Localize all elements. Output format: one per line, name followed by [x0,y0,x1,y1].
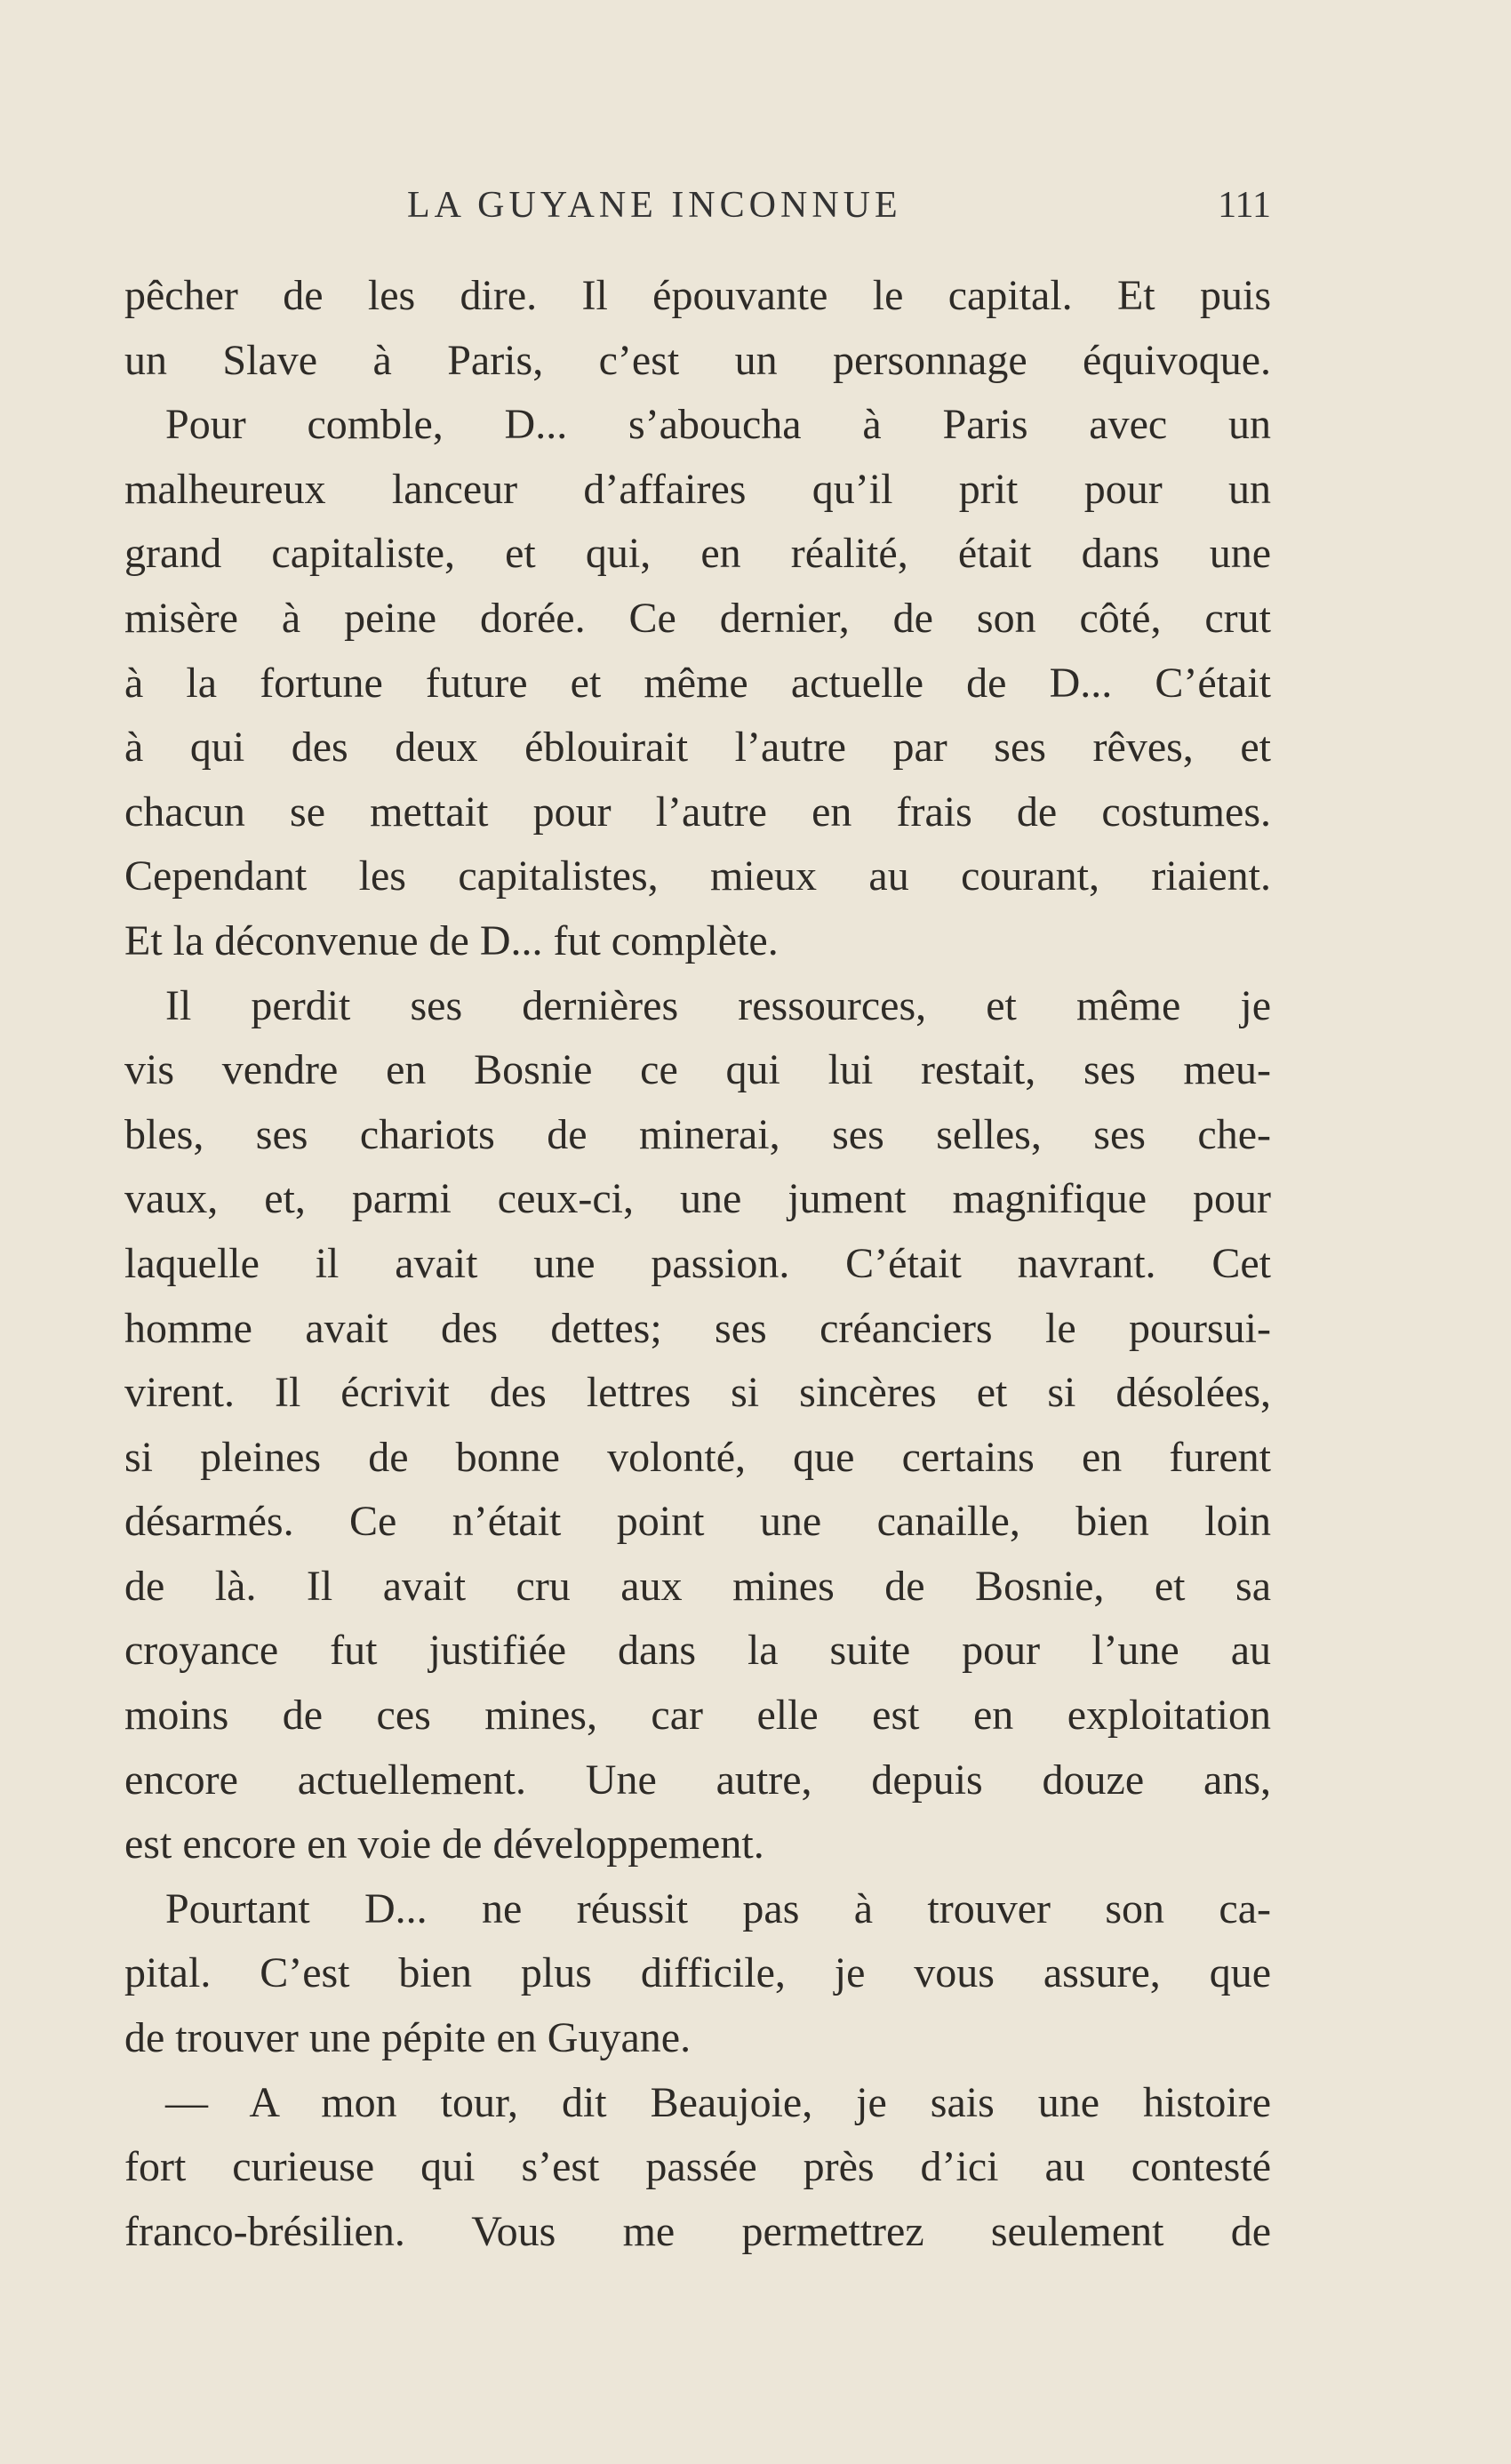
text-line: Et la déconvenue de D... fut complète. [124,916,779,964]
text-line: Il perdit ses dernières ressources, et même je [165,981,1271,1029]
page-number: 111 [1218,185,1271,226]
text-line: à qui des deux éblouirait l’autre par ses rêves, et [124,724,1271,772]
text-line: Cependant les capitalistes, mieux au courant, riaient. [124,852,1271,900]
text-line: est encore en voie de développement. [124,1820,764,1868]
text-line: de là. Il avait cru aux mines de Bosnie, et sa [124,1562,1271,1610]
text-line: un Slave à Paris, c’est un personnage équivoque. [124,336,1271,384]
text-line: si pleines de bonne volonté, que certains en furent [124,1433,1271,1481]
text-line: grand capitaliste, et qui, en réalité, était dans une [124,530,1271,578]
text-line: malheureux lanceur d’affaires qu’il prit pour un [124,465,1271,513]
text-line: Pour comble, D... s’aboucha à Paris avec un [165,401,1271,449]
text-line: désarmés. Ce n’était point une canaille, bien loin [124,1498,1271,1546]
text-line: à la fortune future et même actuelle de D... C’était [124,659,1271,707]
text-line: chacun se mettait pour l’autre en frais de costumes. [124,788,1271,836]
text-line: de trouver une pépite en Guyane. [124,2014,692,2062]
text-line: pêcher de les dire. Il épouvante le capital. Et puis [124,272,1271,319]
text-line: croyance fut justifiée dans la suite pour l’une au [124,1627,1271,1675]
text-line: Pourtant D... ne réussit pas à trouver son ca- [165,1884,1271,1932]
text-line: virent. Il écrivit des lettres si sincères et si désolées, [124,1369,1271,1417]
text-line: vis vendre en Bosnie ce qui lui restait, ses meu- [124,1046,1271,1094]
running-title: LA GUYANE INCONNUE [407,185,902,226]
text-line: misère à peine dorée. Ce dernier, de son côté, crut [124,594,1271,642]
text-line: encore actuellement. Une autre, depuis douze ans, [124,1756,1271,1804]
text-line: franco-brésilien. Vous me permettrez seulement de [124,2207,1271,2255]
body-text [124,264,1271,2264]
text-line: bles, ses chariots de minerai, ses selles, ses che- [124,1110,1271,1158]
text-line: homme avait des dettes; ses créanciers le poursui- [124,1304,1271,1352]
text-line: laquelle il avait une passion. C’était navrant. Cet [124,1239,1271,1287]
text-line: moins de ces mines, car elle est en exploitation [124,1692,1271,1740]
page-header [124,182,1271,236]
text-line: vaux, et, parmi ceux-ci, une jument magnifique pour [124,1175,1271,1223]
text-line: pital. C’est bien plus difficile, je vous assure, que [124,1949,1271,1997]
text-line: — A mon tour, dit Beaujoie, je sais une histoire [165,2078,1271,2126]
text-line: fort curieuse qui s’est passée près d’ici au contesté [124,2143,1271,2191]
